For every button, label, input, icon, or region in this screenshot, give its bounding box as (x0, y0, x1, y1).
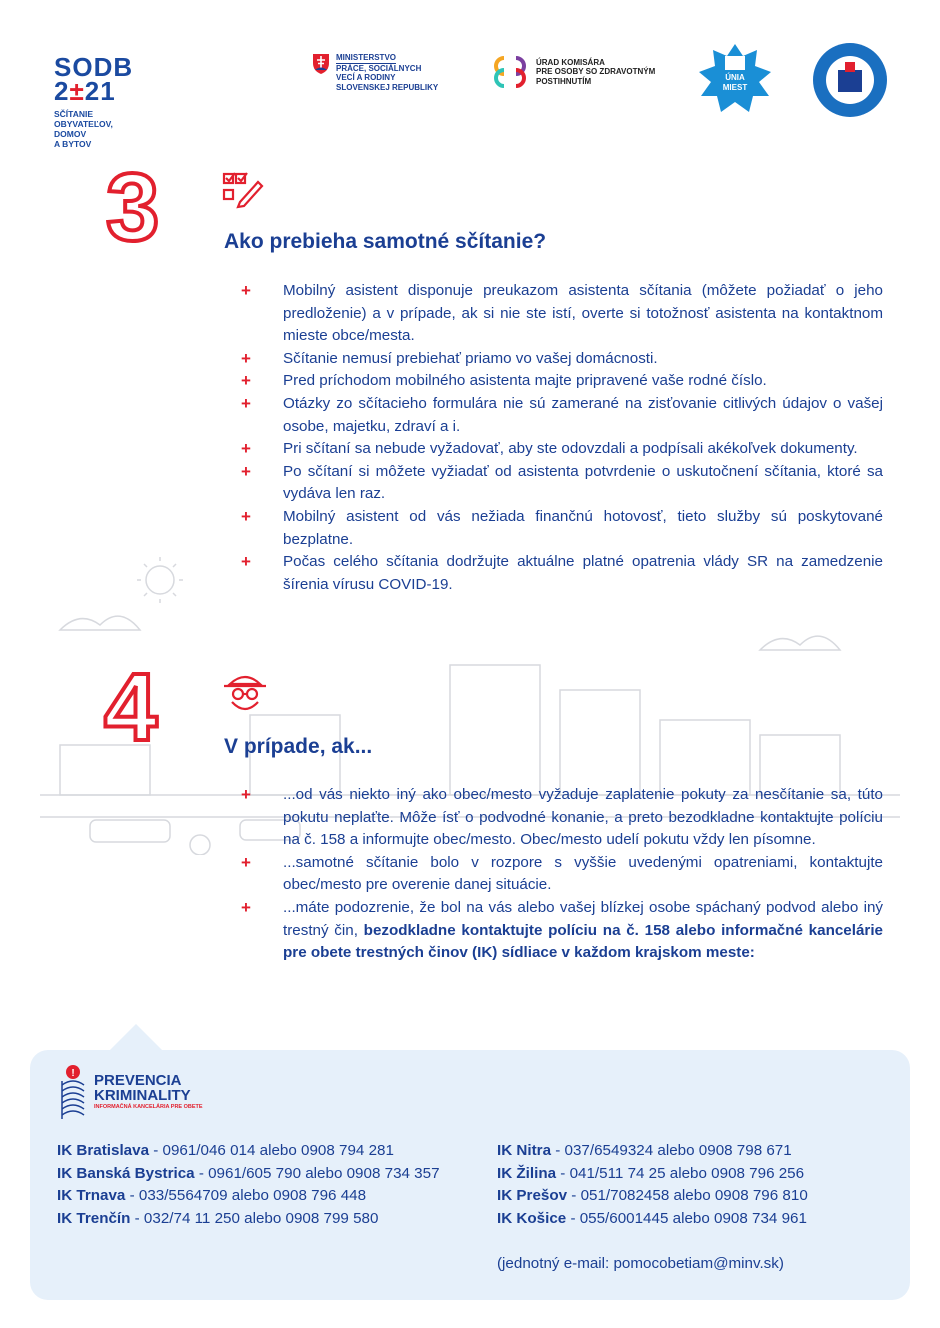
svg-text:!: ! (71, 1068, 75, 1079)
plus-bullet-icon: + (241, 461, 251, 481)
section-4-number: 4 (104, 654, 158, 761)
contacts-left-column (57, 1140, 440, 1230)
section-3-list (241, 280, 883, 596)
list-item: + Sčítanie nemusí prebiehať priamo vo vašej domácnosti. (283, 348, 883, 371)
section-4-title: V prípade, ak... (224, 735, 373, 758)
prevencia-kriminality-logo: ! PREVENCIA KRIMINALITY INFORMAČNÁ KANCELÁRIA PRE OBETE (58, 1063, 203, 1123)
ministry-logo: MINISTERSTVO PRÁCE, SOCIÁLNYCH VECÍ A RODINY SLOVENSKEJ REPUBLIKY (312, 53, 462, 92)
section-3-title: Ako prebieha samotné sčítanie? (224, 230, 547, 253)
plus-bullet-icon: + (241, 506, 251, 526)
section-4-list (241, 784, 883, 965)
plus-bullet-icon: + (241, 852, 251, 872)
plus-bullet-icon: + (241, 439, 251, 459)
fingerprint-pin-icon (58, 1063, 88, 1123)
list-item: + ...samotné sčítanie bolo v rozpore s vyššie uvedenými opatreniami, kontaktujte obec/mesto pre overenie danej situácie. (241, 852, 883, 894)
list-item: + ...máte podozrenie, že bol na vás alebo vašej blízkej osobe spáchaný podvod alebo iný trestný čin, bezodkladne kontaktujte políciu na č. 158 alebo informačné kancelárie pre obete trestných činov (IK) sídliace v každom krajskom meste: (241, 897, 883, 962)
urad-komisara-logo: ÚRAD KOMISÁRA PRE OSOBY SO ZDRAVOTNÝM POSTIHNUTÍM (490, 52, 656, 92)
list-item: + Mobilný asistent disponuje preukazom asistenta sčítania (môžete požiadať o jeho predloženie) a v prípade, ak si nie ste istí, overte si totožnosť asistenta na kontaktnom mieste obce/mesta. (241, 281, 883, 345)
plus-bullet-icon: + (241, 552, 251, 572)
plus-bullet-icon: + (241, 371, 251, 391)
list-item: + Po sčítaní si môžete vyžiadať od asistenta potvrdenie o uskutočnení sčítania, ktoré sa vydáva len raz. (241, 461, 883, 503)
contact-row: IK Trenčín - 032/74 11 250 alebo 0908 799 580 (57, 1209, 379, 1227)
contact-row: IK Bratislava - 0961/046 014 alebo 0908 794 281 (57, 1142, 394, 1159)
list-item: + ...od vás niekto iný ako obec/mesto vyžaduje zaplatenie pokuty za nesčítanie sa, túto pokutu neplaťte. Môže ísť o podvodné konanie, a preto bezodkladne kontaktujte políciu na č. 158 a informujte obec/mesto. Obec/mesto udelí pokutu vždy len písomne. (241, 785, 883, 849)
callout-arrow (110, 1024, 162, 1050)
slovak-coat-of-arms-icon (312, 53, 330, 75)
urad-logo-icon (490, 52, 530, 92)
sodb-2021-logo: SODB 2±21 SČÍTANIE OBYVATEĽOV, DOMOV A BYTOV (54, 52, 134, 149)
checklist-pencil-icon (222, 170, 264, 210)
contact-row: IK Žilina - 041/511 74 25 alebo 0908 796 256 (497, 1164, 805, 1182)
plus-bullet-icon: + (241, 348, 251, 368)
contact-row: IK Prešov - 051/7082458 alebo 0908 796 810 (497, 1187, 808, 1204)
spy-detective-icon (220, 670, 270, 714)
svg-text:MIEST: MIEST (722, 83, 748, 92)
list-item: + Otázky zo sčítacieho formulára nie sú zamerané na zisťovanie citlivých údajov o vašej osobe, majetku, zdraví a i. (241, 393, 883, 435)
list-item: + Mobilný asistent od vás nežiada finančnú hotovosť, tieto služby sú poskytované bezplatne. (241, 506, 883, 548)
section-3-number: 3 (106, 154, 160, 261)
zmos-seal-logo (812, 42, 888, 118)
contact-row: IK Nitra - 037/6549324 alebo 0908 798 671 (497, 1142, 792, 1159)
contact-email[interactable]: (jednotný e-mail: pomocobetiam@minv.sk) (497, 1255, 784, 1272)
contacts-right-column (497, 1140, 808, 1230)
plus-bullet-icon: + (241, 393, 251, 413)
unia-miest-logo (697, 42, 773, 114)
plus-bullet-icon: + (241, 785, 251, 804)
svg-text:ÚNIA: ÚNIA (725, 73, 745, 82)
plus-bullet-icon: + (241, 281, 251, 300)
plus-bullet-icon: + (241, 897, 251, 917)
list-item: + Počas celého sčítania dodržujte aktuálne platné opatrenia vlády SR na zamedzenie šírenia vírusu COVID-19. (241, 552, 883, 593)
list-item: + Pri sčítaní sa nebude vyžadovať, aby ste odovzdali a podpísali akékoľvek dokumenty. (283, 438, 883, 461)
list-item: + Pred príchodom mobilného asistenta majte pripravené vaše rodné číslo. (283, 370, 883, 393)
contact-row: IK Košice - 055/6001445 alebo 0908 734 961 (497, 1209, 807, 1227)
contact-row: IK Trnava - 033/5564709 alebo 0908 796 448 (57, 1187, 367, 1204)
contact-row: IK Banská Bystrica - 0961/605 790 alebo 0908 734 357 (57, 1164, 440, 1182)
